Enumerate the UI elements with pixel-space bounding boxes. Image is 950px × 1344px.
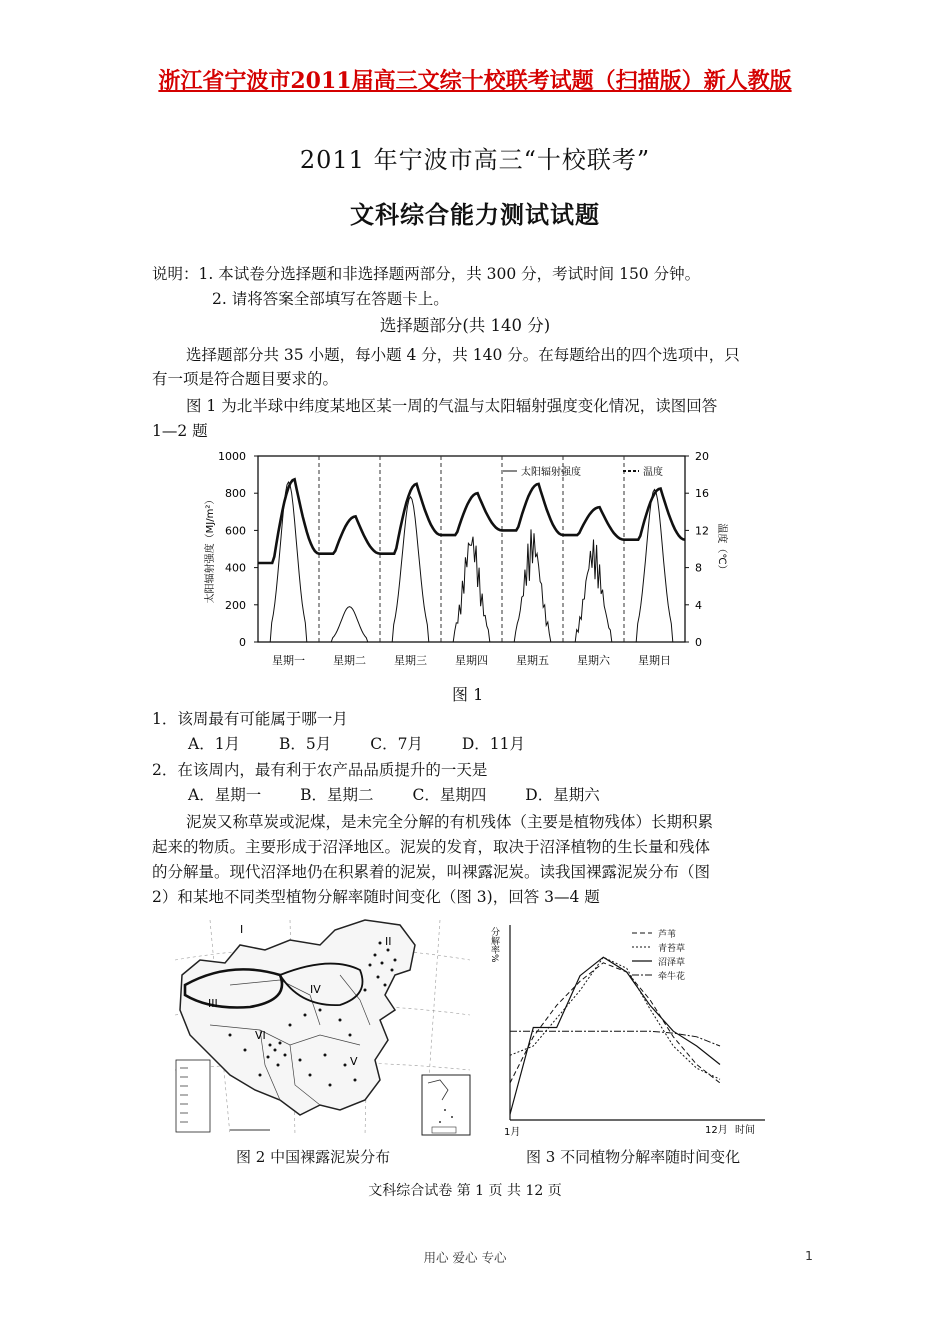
question-1-stem: 1．该周最有可能属于哪一月	[152, 710, 348, 728]
peat-dot	[299, 1059, 302, 1062]
south-china-sea-inset	[422, 1075, 470, 1135]
fig1-left-tick-label: 0	[239, 636, 246, 649]
q1-option-d[interactable]: D．11月	[461, 735, 526, 753]
footer-page-number: 1	[805, 1248, 813, 1263]
peat-dot	[391, 969, 394, 972]
fig1-left-tick-label: 1000	[218, 450, 246, 463]
map-legend-box	[176, 1060, 210, 1132]
peat-dot	[284, 1054, 287, 1057]
peat-dot	[309, 1074, 312, 1077]
fig1-day-label: 星期一	[272, 654, 305, 667]
q1-option-a[interactable]: A．1月	[188, 735, 241, 753]
legend-temperature-label: 温度	[643, 467, 663, 478]
figure1-caption: 图 1	[452, 685, 484, 704]
peat-dot	[394, 959, 397, 962]
fig1-right-tick-label: 0	[695, 636, 702, 649]
peat-dot	[369, 964, 372, 967]
fig3-legend-label: 牵牛花	[658, 972, 686, 982]
region-label-5: V	[350, 1055, 358, 1068]
figure3-caption: 图 3 不同植物分解率随时间变化	[526, 1148, 741, 1166]
fig1-left-axis-label: 太阳辐射强度（MJ/m²）	[205, 494, 216, 604]
fig3-x-tick-end: 12月	[705, 1125, 728, 1136]
exam-title-line2: 文科综合能力测试试题	[350, 200, 600, 229]
fig1-right-tick-label: 20	[695, 450, 709, 463]
figure3-chart	[480, 915, 780, 1140]
peat-dot	[377, 976, 380, 979]
document-red-title: 浙江省宁波市2011届高三文综十校联考试题（扫描版）新人教版	[158, 68, 792, 94]
peat-dot	[324, 1054, 327, 1057]
peat-dot	[274, 1049, 277, 1052]
peat-dot	[267, 1056, 270, 1059]
fig1-left-tick-label: 200	[225, 598, 246, 612]
fig1-left-tick-label: 600	[225, 524, 246, 538]
figure1-chart	[190, 444, 750, 699]
fig1-day-label: 星期日	[638, 654, 671, 667]
peat-dot	[269, 1044, 272, 1047]
peat-dot	[384, 984, 387, 987]
fig3-series-line	[510, 957, 720, 1079]
peat-dot	[304, 1014, 307, 1017]
fig1-day-label: 星期五	[516, 654, 549, 667]
figure1-intro-1: 图 1 为北半球中纬度某地区某一周的气温与太阳辐射强度变化情况，读图回答	[186, 397, 718, 415]
peat-dot	[364, 989, 367, 992]
temperature-series	[258, 479, 685, 563]
fig1-right-tick-label: 16	[695, 487, 709, 501]
peat-dot	[339, 1019, 342, 1022]
fig1-left-tick-label: 400	[225, 561, 246, 575]
fig1-plot-frame	[258, 456, 685, 642]
solar-radiation-series	[258, 482, 685, 642]
exam-title-line1: 2011 年宁波市高三“十校联考”	[299, 146, 651, 174]
fig1-day-label: 星期二	[333, 654, 366, 667]
section-intro-2: 有一项是符合题目要求的。	[152, 370, 339, 388]
note-line-1: 说明：1. 本试卷分选择题和非选择题两部分，共 300 分，考试时间 150 分钟。	[152, 265, 701, 283]
peat-dot	[381, 962, 384, 965]
peat-dot	[329, 1084, 332, 1087]
q2-option-c[interactable]: C．星期四	[412, 786, 487, 804]
fig3-legend-label: 沼泽草	[658, 958, 686, 968]
peat-dot	[259, 1074, 262, 1077]
section-heading: 选择题部分(共 140 分)	[379, 316, 551, 335]
peat-dot	[379, 942, 382, 945]
page-info: 文科综合试卷 第 1 页 共 12 页	[368, 1183, 562, 1199]
peat-dot	[244, 1049, 247, 1052]
region-label-3: III	[208, 997, 218, 1010]
legend-radiation-label: 太阳辐射强度	[521, 467, 581, 478]
peat-dot	[279, 1042, 282, 1045]
region-label-6: VI	[255, 1029, 266, 1042]
figure2-caption: 图 2 中国裸露泥炭分布	[236, 1148, 391, 1166]
note-line-2: 2. 请将答案全部填写在答题卡上。	[212, 290, 449, 308]
peat-dot	[229, 1034, 232, 1037]
figure1-intro-2: 1—2 题	[152, 422, 208, 440]
fig1-right-tick-label: 8	[695, 561, 702, 575]
fig3-legend-label: 青苔草	[658, 944, 686, 954]
q1-option-c[interactable]: C．7月	[370, 735, 423, 753]
region-label-1: I	[240, 923, 244, 936]
fig3-series-line	[510, 963, 720, 1083]
passage-line-3: 的分解量。现代沼泽地仍在积累着的泥炭，叫裸露泥炭。读我国裸露泥炭分布（图	[152, 863, 711, 881]
question-2-stem: 2．在该周内，最有利于农产品品质提升的一天是	[152, 761, 488, 779]
region-label-4: IV	[310, 983, 321, 996]
fig3-x-label: 时间	[735, 1125, 755, 1136]
fig3-series-line	[510, 1031, 720, 1046]
fig1-right-tick-label: 4	[695, 598, 702, 612]
fig1-day-label: 星期四	[455, 654, 488, 667]
q2-option-d[interactable]: D．星期六	[525, 786, 600, 804]
fig1-day-label: 星期三	[394, 654, 427, 667]
fig1-right-axis-label: 温度（℃）	[716, 523, 727, 575]
footer-motto: 用心 爱心 专心	[423, 1250, 507, 1265]
question-2-options	[188, 783, 634, 807]
passage-line-1: 泥炭又称草炭或泥煤，是未完全分解的有机残体（主要是植物残体）长期积累	[186, 813, 714, 831]
peat-dot	[319, 1009, 322, 1012]
peat-dot	[354, 1079, 357, 1082]
region-label-2: II	[385, 935, 392, 948]
peat-dot	[289, 1024, 292, 1027]
fig1-day-label: 星期六	[577, 654, 610, 667]
peat-dot	[387, 949, 390, 952]
peat-dot	[344, 1064, 347, 1067]
section-intro-1: 选择题部分共 35 小题，每小题 4 分，共 140 分。在每题给出的四个选项中，只	[186, 346, 740, 364]
peat-dot	[349, 1034, 352, 1037]
passage-line-2: 起来的物质。主要形成于沼泽地区。泥炭的发育，取决于沼泽植物的生长量和残体	[152, 838, 711, 856]
fig1-right-tick-label: 12	[695, 524, 709, 538]
peat-dot	[374, 954, 377, 957]
peat-dot	[277, 1064, 280, 1067]
q2-option-a[interactable]: A．星期一	[188, 786, 262, 804]
fig3-legend	[632, 928, 685, 982]
fig3-y-label: 分解率%	[489, 927, 499, 963]
fig1-left-tick-label: 800	[225, 487, 246, 501]
fig3-legend-label: 芦苇	[658, 930, 677, 940]
fig3-x-tick-start: 1月	[504, 1127, 521, 1138]
question-1-options	[188, 732, 559, 756]
q1-option-b[interactable]: B．5月	[279, 735, 332, 753]
q2-option-b[interactable]: B．星期二	[300, 786, 374, 804]
passage-line-4: 2）和某地不同类型植物分解率随时间变化（图 3)，回答 3—4 题	[152, 888, 600, 906]
figure2-china-map	[170, 915, 475, 1140]
